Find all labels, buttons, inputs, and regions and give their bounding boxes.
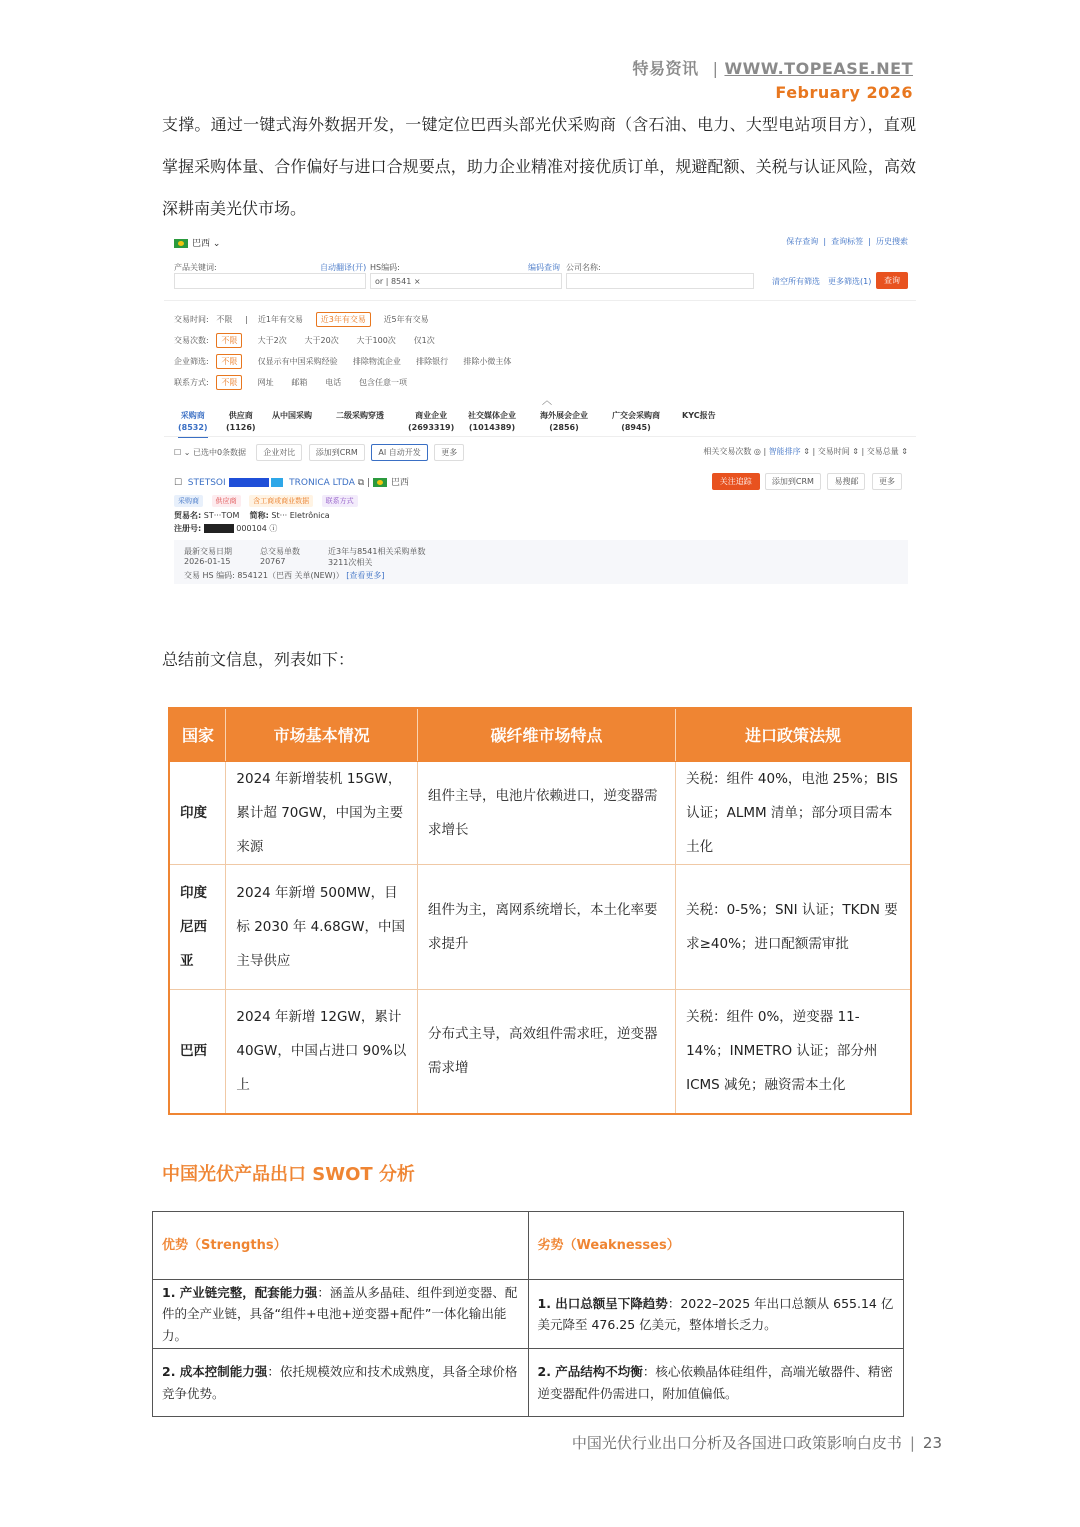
filter-row-company: 企业筛选: 不限 仅显示有中国采购经验 排除物流企业 排除银行 排除小微主体: [174, 354, 511, 369]
redaction-mask: [204, 524, 234, 533]
company-name-label: 公司名称:: [566, 263, 601, 272]
tab-from-china[interactable]: 从中国采购: [272, 411, 312, 420]
product-keyword-label: 产品关键词:: [174, 263, 217, 272]
email-search-button[interactable]: 易搜邮: [827, 473, 865, 490]
tag-contact: 联系方式: [322, 495, 358, 507]
compare-button[interactable]: 企业对比: [256, 444, 302, 461]
tab-suppliers[interactable]: 供应商 (1126): [226, 411, 256, 432]
swot-title: 中国光伏产品出口 SWOT 分析: [162, 1164, 415, 1185]
trade-name-row: 贸易名: ST···TOM 简称: St··· Eletrônica: [174, 511, 330, 520]
save-query-link[interactable]: 保存查询: [786, 237, 819, 246]
strength-item: 2. 成本控制能力强：依托规模效应和技术成熟度，具备全球价格竞争优势。: [153, 1349, 529, 1417]
embedded-screenshot: [164, 228, 916, 588]
header-features: 碳纤维市场特点: [417, 708, 675, 761]
country-cell: 印度尼西亚: [169, 864, 226, 989]
market-cell: 2024 年新增装机 15GW，累计超 70GW，中国为主要来源: [226, 761, 418, 864]
header-brand: 特易资讯: [632, 59, 699, 78]
filter-option-selected[interactable]: 不限: [216, 375, 242, 390]
clear-filters-link[interactable]: 清空所有筛选: [772, 277, 820, 286]
redaction-mask: [229, 478, 269, 487]
hs-code-label: HS编码:: [370, 263, 400, 272]
filter-option[interactable]: 近5年有交易: [383, 315, 429, 324]
tab-canton-fair[interactable]: 广交会采购商 (8945): [612, 411, 660, 432]
stat-total-orders: 总交易单数 20767: [260, 547, 300, 566]
features-cell: 组件为主，离网系统增长，本土化率要求提升: [417, 864, 675, 989]
brazil-flag-icon: [373, 478, 387, 487]
hs-code-line: 交易 HS 编码: 854121（巴西 关单(NEW)） [查看更多]: [184, 571, 385, 580]
header-brand-line: 特易资讯 | WWW.TOPEASE.NET: [632, 59, 913, 78]
code-query-link[interactable]: 编码查询: [528, 263, 560, 272]
brazil-flag-icon: [174, 239, 188, 248]
filter-option-selected[interactable]: 不限: [216, 354, 242, 369]
query-button[interactable]: 查询: [876, 272, 908, 289]
filter-option[interactable]: 近1年有交易: [257, 315, 304, 324]
features-cell: 分布式主导，高效组件需求旺，逆变器需求增: [417, 989, 675, 1114]
market-cell: 2024 年新增 12GW，累计 40GW，中国占进口 90%以上: [226, 989, 418, 1114]
filter-option[interactable]: 邮箱: [291, 378, 308, 387]
filter-row-contact: 联系方式: 不限 网址 邮箱 电话 包含任意一项: [174, 375, 407, 390]
country-selector[interactable]: 巴西 ⌄: [174, 236, 220, 249]
page-number: 23: [922, 1434, 942, 1452]
tab-exhibition[interactable]: 海外展会企业 (2856): [540, 411, 588, 432]
policy-cell: 关税：0-5%；SNI 认证；TKDN 要求≥40%；进口配额需审批: [676, 864, 911, 989]
filter-option[interactable]: 仅1次: [413, 336, 435, 345]
company-tags: [174, 495, 364, 507]
top-links: 保存查询 | 查询标签 | 历史搜索: [786, 237, 908, 246]
filter-option[interactable]: 电话: [325, 378, 342, 387]
tab-buyers[interactable]: 采购商 (8532): [178, 410, 208, 438]
company-title[interactable]: ☐ STETSOI TRONICA LTDA ⧉ | 巴西: [174, 478, 409, 488]
filter-option[interactable]: 大于2次: [257, 336, 287, 345]
tag-supplier: 供应商: [212, 495, 241, 507]
weakness-item: 2. 产品结构不均衡：核心依赖晶体硅组件，高端光敏器件、精密逆变器配件仍需进口，附加值偏低。: [528, 1349, 904, 1417]
hs-code-input[interactable]: or | 8541 ×: [370, 273, 562, 289]
tab-social[interactable]: 社交媒体企业 (1014389): [468, 411, 516, 432]
sort-smart[interactable]: 智能排序: [768, 447, 801, 456]
filter-option[interactable]: 大于100次: [356, 336, 396, 345]
country-table: [168, 707, 912, 1115]
query-tags-link[interactable]: 查询标签: [831, 237, 864, 246]
add-crm-button[interactable]: 添加到CRM: [309, 444, 365, 461]
more-button[interactable]: 更多: [434, 444, 464, 461]
product-keyword-input[interactable]: [174, 273, 366, 289]
footer-title: 中国光伏行业出口分析及各国进口政策影响白皮书: [571, 1434, 902, 1452]
filter-option[interactable]: 网址: [257, 378, 274, 387]
company-add-crm-button[interactable]: 添加到CRM: [765, 473, 821, 490]
filter-option[interactable]: 大于20次: [304, 336, 339, 345]
header-date: February 2026: [775, 83, 913, 102]
view-more-link[interactable]: [查看更多]: [346, 571, 385, 580]
strengths-header: 优势（Strengths）: [153, 1212, 529, 1280]
sort-options: 相关交易次数 ◎ | 智能排序 ⇕ | 交易时间 ⇕ | 交易总量 ⇕: [703, 447, 908, 456]
sort-related-trades[interactable]: 相关交易次数: [703, 447, 752, 456]
table-header-row: [169, 708, 911, 761]
tag-buyer: 采购商: [174, 495, 203, 507]
swot-header-row: [153, 1212, 904, 1280]
tab-business[interactable]: 商业企业 (2693319): [408, 411, 455, 432]
filter-option[interactable]: 排除银行: [416, 357, 449, 366]
table-row: [169, 761, 911, 864]
swot-row: [153, 1280, 904, 1349]
filter-option[interactable]: 排除小微主体: [463, 357, 512, 366]
filter-option-selected[interactable]: 近3年有交易: [316, 312, 371, 327]
header-market: 市场基本情况: [226, 708, 418, 761]
features-cell: 组件主导，电池片依赖进口，逆变器需求增长: [417, 761, 675, 864]
company-stats-card: [174, 540, 908, 584]
redaction-mask: [271, 478, 283, 487]
filter-row-time: 交易时间: 不限 | 近1年有交易 近3年有交易 近5年有交易: [174, 312, 429, 327]
tab-kyc[interactable]: KYC报告: [682, 411, 716, 420]
tag-business-data: 含工商或商业数据: [249, 495, 313, 507]
strength-item: 1. 产业链完整，配套能力强：涵盖从多晶硅、组件到逆变器、配件的全产业链，具备“组件+电池+逆变器+配件”一体化输出能力。: [153, 1280, 529, 1349]
filter-row-count: 交易次数: 不限 大于2次 大于20次 大于100次 仅1次: [174, 333, 435, 348]
page-header: [633, 56, 913, 102]
swot-table: [152, 1211, 904, 1417]
collapse-chevron-icon[interactable]: ︿: [542, 396, 552, 407]
market-cell: 2024 年新增 500MW，目标 2030 年 4.68GW，中国主导供应: [226, 864, 418, 989]
table-row: [169, 864, 911, 989]
filter-option[interactable]: 包含任意一项: [359, 378, 408, 387]
policy-cell: 关税：组件 0%，逆变器 11-14%；INMETRO 认证；部分州 ICMS 减免；融资需本土化: [676, 989, 911, 1114]
header-policy: 进口政策法规: [676, 708, 911, 761]
country-cell: 巴西: [169, 989, 226, 1114]
table-row: [169, 989, 911, 1114]
selected-count: 已选中0条数据: [192, 448, 247, 457]
reg-number-row: 注册号: 000104 ⓘ: [174, 524, 278, 533]
policy-cell: 关税：组件 40%，电池 25%；BIS 认证；ALMM 清单；部分项目需本土化: [676, 761, 911, 864]
sort-trade-time[interactable]: 交易时间: [817, 447, 850, 456]
follow-button[interactable]: 关注追踪: [712, 473, 760, 490]
company-more-button[interactable]: 更多: [872, 473, 902, 490]
swot-row: [153, 1349, 904, 1417]
header-site-link[interactable]: WWW.TOPEASE.NET: [724, 59, 913, 78]
intro-paragraph: 支撑。通过一键式海外数据开发，一键定位巴西头部光伏采购商（含石油、电力、大型电站项目方），直观掌握采购体量、合作偏好与进口合规要点，助力企业精准对接优质订单，规避配额、关税与认证风险，高效深耕南美光伏市场。: [162, 115, 916, 218]
history-link[interactable]: 历史搜索: [876, 237, 908, 246]
filter-option[interactable]: 仅显示有中国采购经验: [257, 357, 338, 366]
company-actions: [712, 473, 906, 490]
weakness-item: 1. 出口总额呈下降趋势：2022–2025 年出口总额从 655.14 亿美元降至 476.25 亿美元，整体增长乏力。: [528, 1280, 904, 1349]
header-country: 国家: [169, 708, 226, 761]
filter-option-selected[interactable]: 不限: [216, 333, 242, 348]
sort-trade-volume[interactable]: 交易总量: [866, 447, 899, 456]
auto-translate-toggle[interactable]: 自动翻译(开): [320, 263, 367, 272]
filter-option[interactable]: 排除物流企业: [352, 357, 401, 366]
ai-develop-button[interactable]: AI 自动开发: [371, 444, 427, 461]
tab-secondary[interactable]: 二级采购穿透: [336, 411, 384, 420]
page-footer: 中国光伏行业出口分析及各国进口政策影响白皮书 | 23: [571, 1434, 942, 1452]
stat-related-orders: 近3年与8541相关采购单数 3211次相关: [328, 547, 426, 567]
company-name-input[interactable]: [566, 273, 754, 289]
list-toolbar: ☐ ⌄ 已选中0条数据 企业对比 添加到CRM AI 自动开发 更多: [174, 444, 468, 461]
country-cell: 印度: [169, 761, 226, 864]
weaknesses-header: 劣势（Weaknesses）: [528, 1212, 904, 1280]
filter-option[interactable]: 不限: [216, 315, 233, 324]
more-filters-link[interactable]: 更多筛选(1): [828, 277, 872, 286]
summary-text: 总结前文信息，列表如下：: [162, 650, 355, 669]
stat-latest-date: 最新交易日期 2026-01-15: [184, 547, 232, 566]
